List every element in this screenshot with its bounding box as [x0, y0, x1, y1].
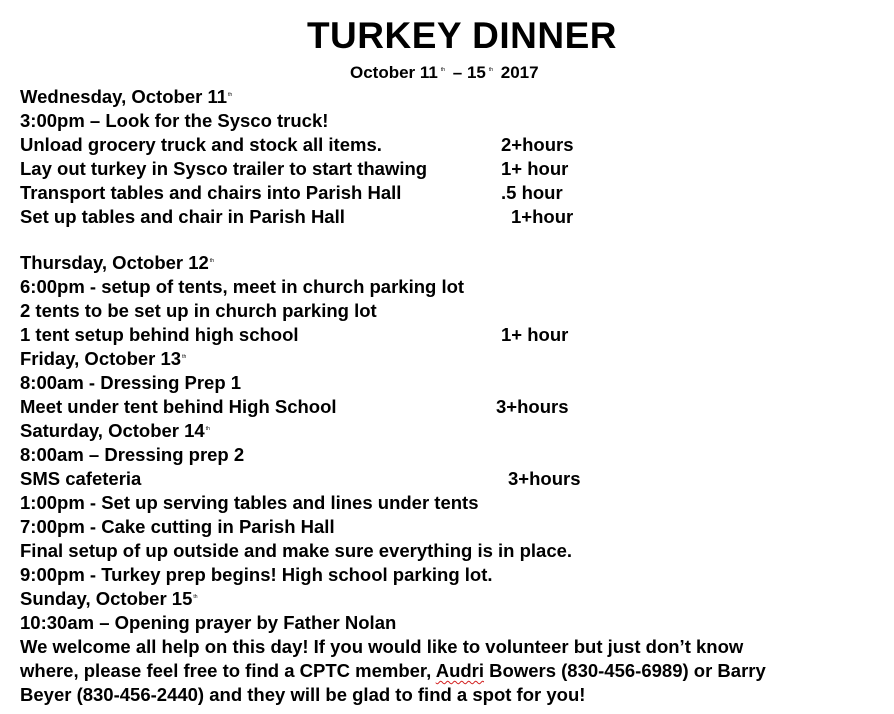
- saturday-item-6: 9:00pm - Turkey prep begins! High school parking lot.: [20, 564, 493, 585]
- subtitle-ordinal-2: th: [488, 67, 494, 74]
- sunday-day: Sunday, October 15: [20, 588, 193, 609]
- wednesday-task-1: Unload grocery truck and stock all items.: [20, 134, 382, 155]
- subtitle-start: October 11: [350, 63, 438, 82]
- friday-item-2-duration: 3+hours: [496, 396, 569, 417]
- saturday-item-4: 7:00pm - Cake cutting in Parish Hall: [20, 516, 335, 537]
- closing-line-2-end: Bowers (830-456-6989) or Barry: [484, 660, 766, 681]
- contact-first-name: Audri: [435, 660, 485, 681]
- wednesday-ordinal: th: [228, 91, 233, 98]
- closing-line-3: Beyer (830-456-2440) and they will be glad to find a spot for you!: [20, 684, 586, 705]
- wednesday-task-3: Transport tables and chairs into Parish Hall: [20, 182, 402, 203]
- saturday-ordinal: th: [205, 425, 210, 432]
- closing-line-2-start: where, please feel free to find a CPTC member,: [20, 660, 436, 681]
- subtitle-year: 2017: [496, 63, 539, 82]
- thursday-item-2: 2 tents to be set up in church parking lot: [20, 300, 377, 321]
- thursday-day: Thursday, October 12: [20, 252, 209, 273]
- friday-item-2: Meet under tent behind High School: [20, 396, 337, 417]
- saturday-item-5: Final setup of up outside and make sure everything is in place.: [20, 540, 573, 561]
- saturday-item-3: 1:00pm - Set up serving tables and lines under tents: [20, 492, 479, 513]
- sunday-item-1: 10:30am – Opening prayer by Father Nolan: [20, 612, 397, 633]
- saturday-day: Saturday, October 14: [20, 420, 205, 441]
- wednesday-task-1-duration: 2+hours: [501, 134, 574, 155]
- thursday-item-1: 6:00pm - setup of tents, meet in church parking lot: [20, 276, 465, 297]
- saturday-heading: [20, 419, 210, 443]
- thursday-heading: [20, 251, 214, 275]
- friday-heading: [20, 347, 186, 371]
- wednesday-day: Wednesday, October 11: [20, 86, 228, 107]
- subtitle-end: – 15: [448, 63, 486, 82]
- saturday-item-2: SMS cafeteria: [20, 468, 142, 489]
- thursday-item-3: 1 tent setup behind high school: [20, 324, 299, 345]
- sunday-ordinal: th: [193, 593, 198, 600]
- closing-line-1: We welcome all help on this day! If you would like to volunteer but just don’t know: [20, 636, 744, 657]
- wednesday-task-4-duration: 1+hour: [511, 206, 574, 227]
- date-range-subtitle: [350, 62, 539, 84]
- wednesday-task-2-duration: 1+ hour: [501, 158, 569, 179]
- wednesday-task-2: Lay out turkey in Sysco trailer to start thawing: [20, 158, 428, 179]
- subtitle-ordinal-1: th: [440, 67, 446, 74]
- wednesday-task-4: Set up tables and chair in Parish Hall: [20, 206, 345, 227]
- document-title: TURKEY DINNER: [306, 15, 618, 56]
- friday-day: Friday, October 13: [20, 348, 182, 369]
- saturday-item-1: 8:00am – Dressing prep 2: [20, 444, 245, 465]
- saturday-item-2-duration: 3+hours: [508, 468, 581, 489]
- thursday-item-3-duration: 1+ hour: [501, 324, 569, 345]
- closing-line-2: [20, 659, 766, 683]
- friday-ordinal: th: [182, 353, 187, 360]
- wednesday-heading: [20, 85, 232, 109]
- wednesday-task-3-duration: .5 hour: [501, 182, 563, 203]
- thursday-ordinal: th: [209, 257, 214, 264]
- friday-item-1: 8:00am - Dressing Prep 1: [20, 372, 242, 393]
- sunday-heading: [20, 587, 198, 611]
- wednesday-item-truck: 3:00pm – Look for the Sysco truck!: [20, 110, 329, 131]
